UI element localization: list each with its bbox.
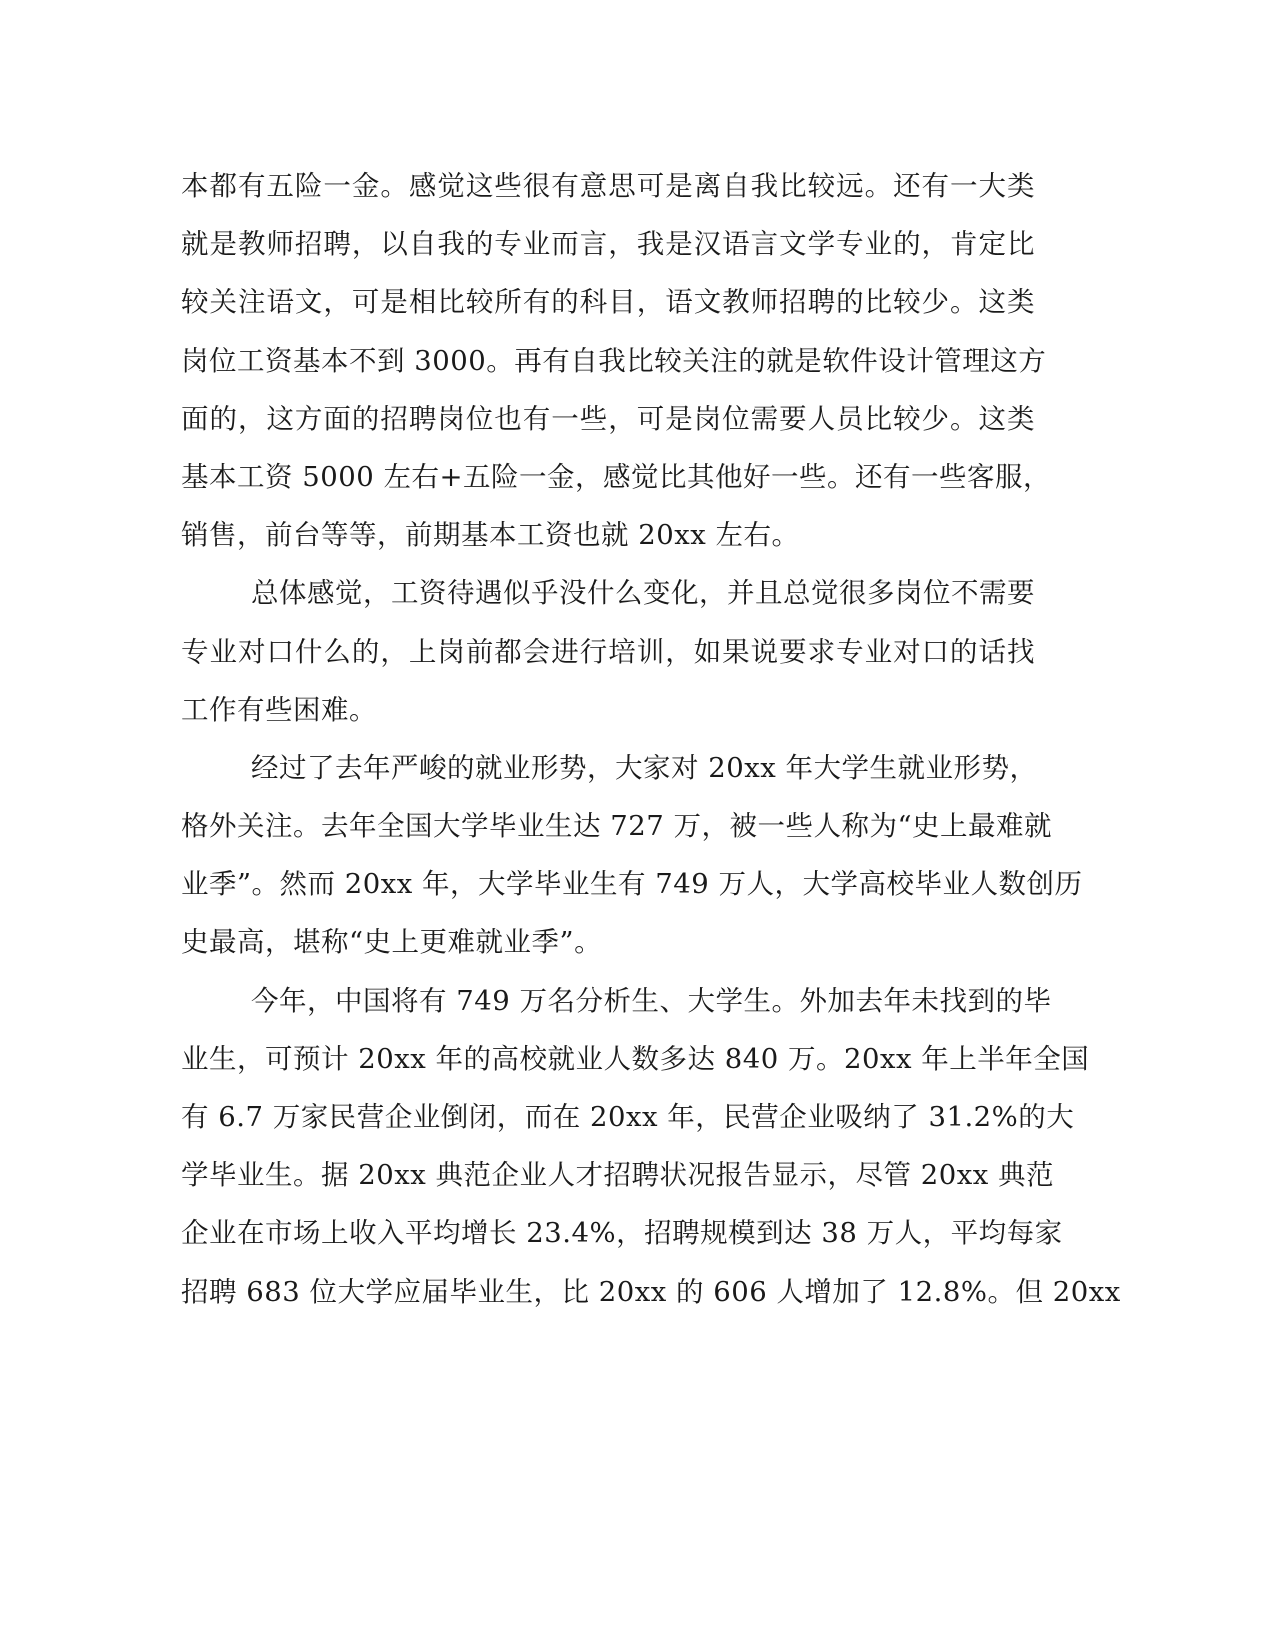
text-line: 业生，可预计 20xx 年的高校就业人数多达 840 万。20xx 年上半年全国 — [181, 1042, 1090, 1075]
text-line: 较关注语文，可是相比较所有的科目，语文教师招聘的比较少。这类 — [181, 286, 1035, 319]
text-line: 史最高，堪称“史上更难就业季”。 — [181, 926, 603, 959]
text-line: 工作有些困难。 — [181, 693, 377, 726]
text-line: 总体感觉，工资待遇似乎没什么变化，并且总觉很多岗位不需要 — [251, 577, 1035, 610]
text-line: 业季”。然而 20xx 年，大学毕业生有 749 万人，大学高校毕业人数创历 — [181, 868, 1083, 901]
body-text — [181, 157, 1121, 1321]
text-line: 经过了去年严峻的就业形势，大家对 20xx 年大学生就业形势， — [251, 751, 1038, 784]
text-line: 销售，前台等等，前期基本工资也就 20xx 左右。 — [181, 519, 800, 552]
text-line: 招聘 683 位大学应届毕业生，比 20xx 的 606 人增加了 12.8%。但 20xx — [181, 1275, 1121, 1308]
text-line: 今年，中国将有 749 万名分析生、大学生。外加去年未找到的毕 — [251, 984, 1052, 1017]
text-line: 格外关注。去年全国大学毕业生达 727 万，被一些人称为“史上最难就 — [181, 810, 1053, 843]
text-line: 学毕业生。据 20xx 典范企业人才招聘状况报告显示，尽管 20xx 典范 — [181, 1159, 1054, 1192]
text-line: 面的，这方面的招聘岗位也有一些，可是岗位需要人员比较少。这类 — [181, 402, 1035, 435]
text-line: 本都有五险一金。感觉这些很有意思可是离自我比较远。还有一大类 — [181, 170, 1035, 202]
text-line: 有 6.7 万家民营企业倒闭，而在 20xx 年，民营企业吸纳了 31.2%的大 — [181, 1101, 1075, 1133]
text-line: 岗位工资基本不到 3000。再有自我比较关注的就是软件设计管理这方 — [181, 344, 1047, 377]
text-line: 专业对口什么的，上岗前都会进行培训，如果说要求专业对口的话找 — [181, 635, 1035, 668]
text-line: 基本工资 5000 左右+五险一金，感觉比其他好一些。还有一些客服， — [181, 460, 1052, 493]
text-line: 企业在市场上收入平均增长 23.4%，招聘规模到达 38 万人，平均每家 — [181, 1217, 1063, 1250]
text-line: 就是教师招聘，以自我的专业而言，我是汉语言文学专业的，肯定比 — [181, 228, 1035, 261]
